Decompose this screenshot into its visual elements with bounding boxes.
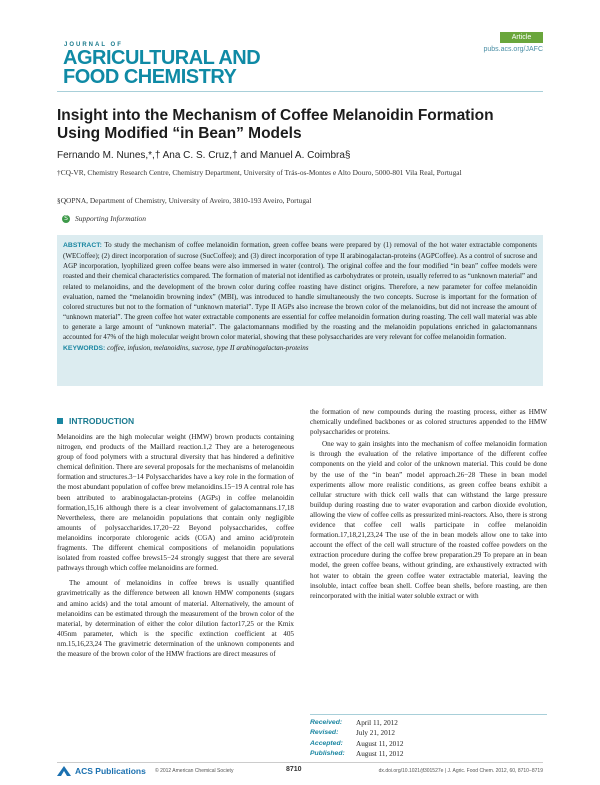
date-label: Revised: [310, 729, 339, 737]
paragraph: the formation of new compounds during the roasting process, either as HMW chemically undefined backbones or as colored structures appended to the HMW polysaccharides or proteins. [310, 408, 547, 437]
paragraph: Melanoidins are the high molecular weight (HMW) brown products containing nitrogen, end products of the Maillard reaction.1,2 They are a heterogeneous group of food polymers with a structural diversity that has hindered a definitive chemical definition. There are several proposals for the mechanisms of melanoidin formation and structures.3−14 Polysaccharides have a key role in the formation of the most abundant population of coffee brew melanoidins.15−19 A central role has been attributed to arabinogalactan-proteins (AGPs) in coffee melanoidin formation,15,16 although there is a clear involvement of galactomannans.17,18 Nevertheless, there are melanoidin populations that contain only negligible amounts of polysaccharides.17,20−22 Beyond polysaccharides, coffee melanoidins incorporate chlorogenic acids (CGA) and amino acid/protein fragments. The different chemical compositions of melanoidin populations isolated from roasted coffee brews15−24 strongly suggest that there are several pathways through which coffee melanoidins are formed. [57, 433, 294, 573]
section-square-icon [57, 418, 63, 424]
footer-divider [57, 762, 543, 763]
keywords-values: coffee, infusion, melanoidins, sucrose, type II arabinogalactan-proteins [107, 343, 309, 352]
body-column-left [57, 432, 294, 659]
keywords-line [63, 343, 537, 354]
abstract-label: ABSTRACT: [63, 242, 102, 249]
doi-citation[interactable]: dx.doi.org/10.1021/jf301527e | J. Agric. Food Chem. 2012, 60, 8710−8719 [378, 768, 543, 774]
paragraph: One way to gain insights into the mechanism of coffee melanoidin formation is through the evaluation of the relative importance of the different coffee components on the yield and color of the unknown material. This could be done by the use of the “in bean” model approach.26−28 These in bean model experiments allow more realistic conditions, as green coffee beans exhibit a cellular structure with thick cell walls that can withstand the large pressure buildup during roasting due to water evaporation and carbon dioxide evolution, allowing the view of coffee cells as pressurized mini-reactors. Also, there is strong evidence that coffee cell walls participate in coffee melanoidin formation.17,18,21,23,24 The use of the in bean models allow one to take into account the effect of the cell wall structure of the roasted coffee powders on the extraction procedure during the coffee brew preparation.29 To prepare an in bean model, the green coffee beans, without grinding, are exhaustively extracted with hot water to obtain the green coffee water extractable material, leaving the insoluble, intact coffee bean shell. Coffee bean shells, before roasting, are then reincorporated with the initial water soluble extract or with [310, 440, 547, 600]
supporting-info-label: Supporting Information [75, 214, 147, 223]
date-label: Received: [310, 719, 343, 726]
date-row [310, 718, 547, 728]
affiliation-1: †CQ-VR, Chemistry Research Centre, Chemistry Department, University of Trás-os-Montes e Alto Douro, 5000-801 Vila Real, Portugal [57, 168, 462, 177]
keywords-label: KEYWORDS: [63, 344, 106, 352]
journal-name-line1: AGRICULTURAL AND [63, 47, 261, 69]
publication-dates [310, 714, 547, 760]
date-label: Accepted: [310, 739, 343, 747]
journal-url[interactable]: pubs.acs.org/JAFC [483, 46, 543, 53]
article-title: Insight into the Mechanism of Coffee Melanoidin Formation Using Modified “in Bean” Models [57, 107, 494, 142]
supporting-info-link[interactable] [62, 214, 146, 223]
section-heading-introduction [57, 416, 134, 426]
article-type-badge: Article [500, 32, 543, 43]
date-label: Published: [310, 750, 345, 758]
author-list: Fernando M. Nunes,*,† Ana C. S. Cruz,† and Manuel A. Coimbra§ [57, 150, 351, 161]
date-value: August 11, 2012 [356, 750, 404, 759]
journal-name-line2: FOOD CHEMISTRY [63, 66, 237, 88]
page-number: 8710 [286, 766, 302, 773]
date-value: July 21, 2012 [356, 729, 395, 738]
date-row [310, 749, 547, 759]
section-title: INTRODUCTION [69, 416, 135, 426]
publisher-logo[interactable] [57, 766, 146, 776]
publisher-name: ACS Publications [75, 766, 146, 776]
date-row [310, 728, 547, 738]
affiliation-2: §QOPNA, Department of Chemistry, University of Aveiro, 3810-193 Aveiro, Portugal [57, 196, 312, 205]
header-divider [57, 91, 543, 92]
date-value: August 11, 2012 [356, 739, 404, 748]
body-column-right [310, 407, 547, 601]
paragraph: The amount of melanoidins in coffee brews is usually quantified gravimetrically as the difference between all known HMW components (sugars and amino acids) and the total amount of material. Alternatively, the amount of melanoidins can be estimated through the measurement of the brown color of the material, by determination of either the color dilution factor17,25 or the Kmix 405nm parameter, which is the specific extinction coefficient at 405 nm.15,16,23,24 The gravimetric determination of the unknown components and the measure of the brown color of the HMW fractions are direct measures of [57, 579, 294, 658]
date-value: April 11, 2012 [356, 719, 398, 727]
acs-logo-icon [57, 766, 71, 776]
copyright-notice: © 2012 American Chemical Society [155, 768, 234, 774]
abstract-text: To study the mechanism of coffee melanoidin formation, green coffee beans were prepared by (1) removal of the hot water extractable components (WECoffee); (2) direct incorporation of sucrose (SucCoffee); and (3) direct incorporation of type II arabinogalactan-proteins (AGPCoffee). As a control of sucrose and AGP incorporation, lyophilized green coffee beans were also immersed in water (control). The original coffee and the four modified “in bean” coffee models were roasted and their chemical characteristics compared. The formation of material not identified as carbohydrates or protein, usually referred to as “unknown material” and related to melanoidins, and the development of the brown color during coffee roasting have distinct origins. Therefore, a new parameter for coffee melanoidin evaluation, named the “melanoidin browning index” (MBI), was introduced to handle simultaneously the two concepts. Sucrose is important for the formation of colored structures but not to the formation of “unknown material”. Type II AGPs also increase the brown color of the melanoidins, but did not increase the amount of “unknown material”. The green coffee hot water extractable components are essential for coffee melanoidin formation during roasting. The cell wall material was able to generate a large amount of “unknown material”. The galactomannans modified by the roasting and the melanoidin populations enriched in galactomannans accounted for 47% of the high molecular weight brown color material, showing that these polysaccharides are very relevant for coffee melanoidin formation. [63, 241, 537, 342]
abstract-box [57, 235, 543, 386]
date-row [310, 739, 547, 749]
journal-prefix: JOURNAL OF [64, 42, 123, 48]
supporting-info-icon: S [62, 215, 70, 223]
